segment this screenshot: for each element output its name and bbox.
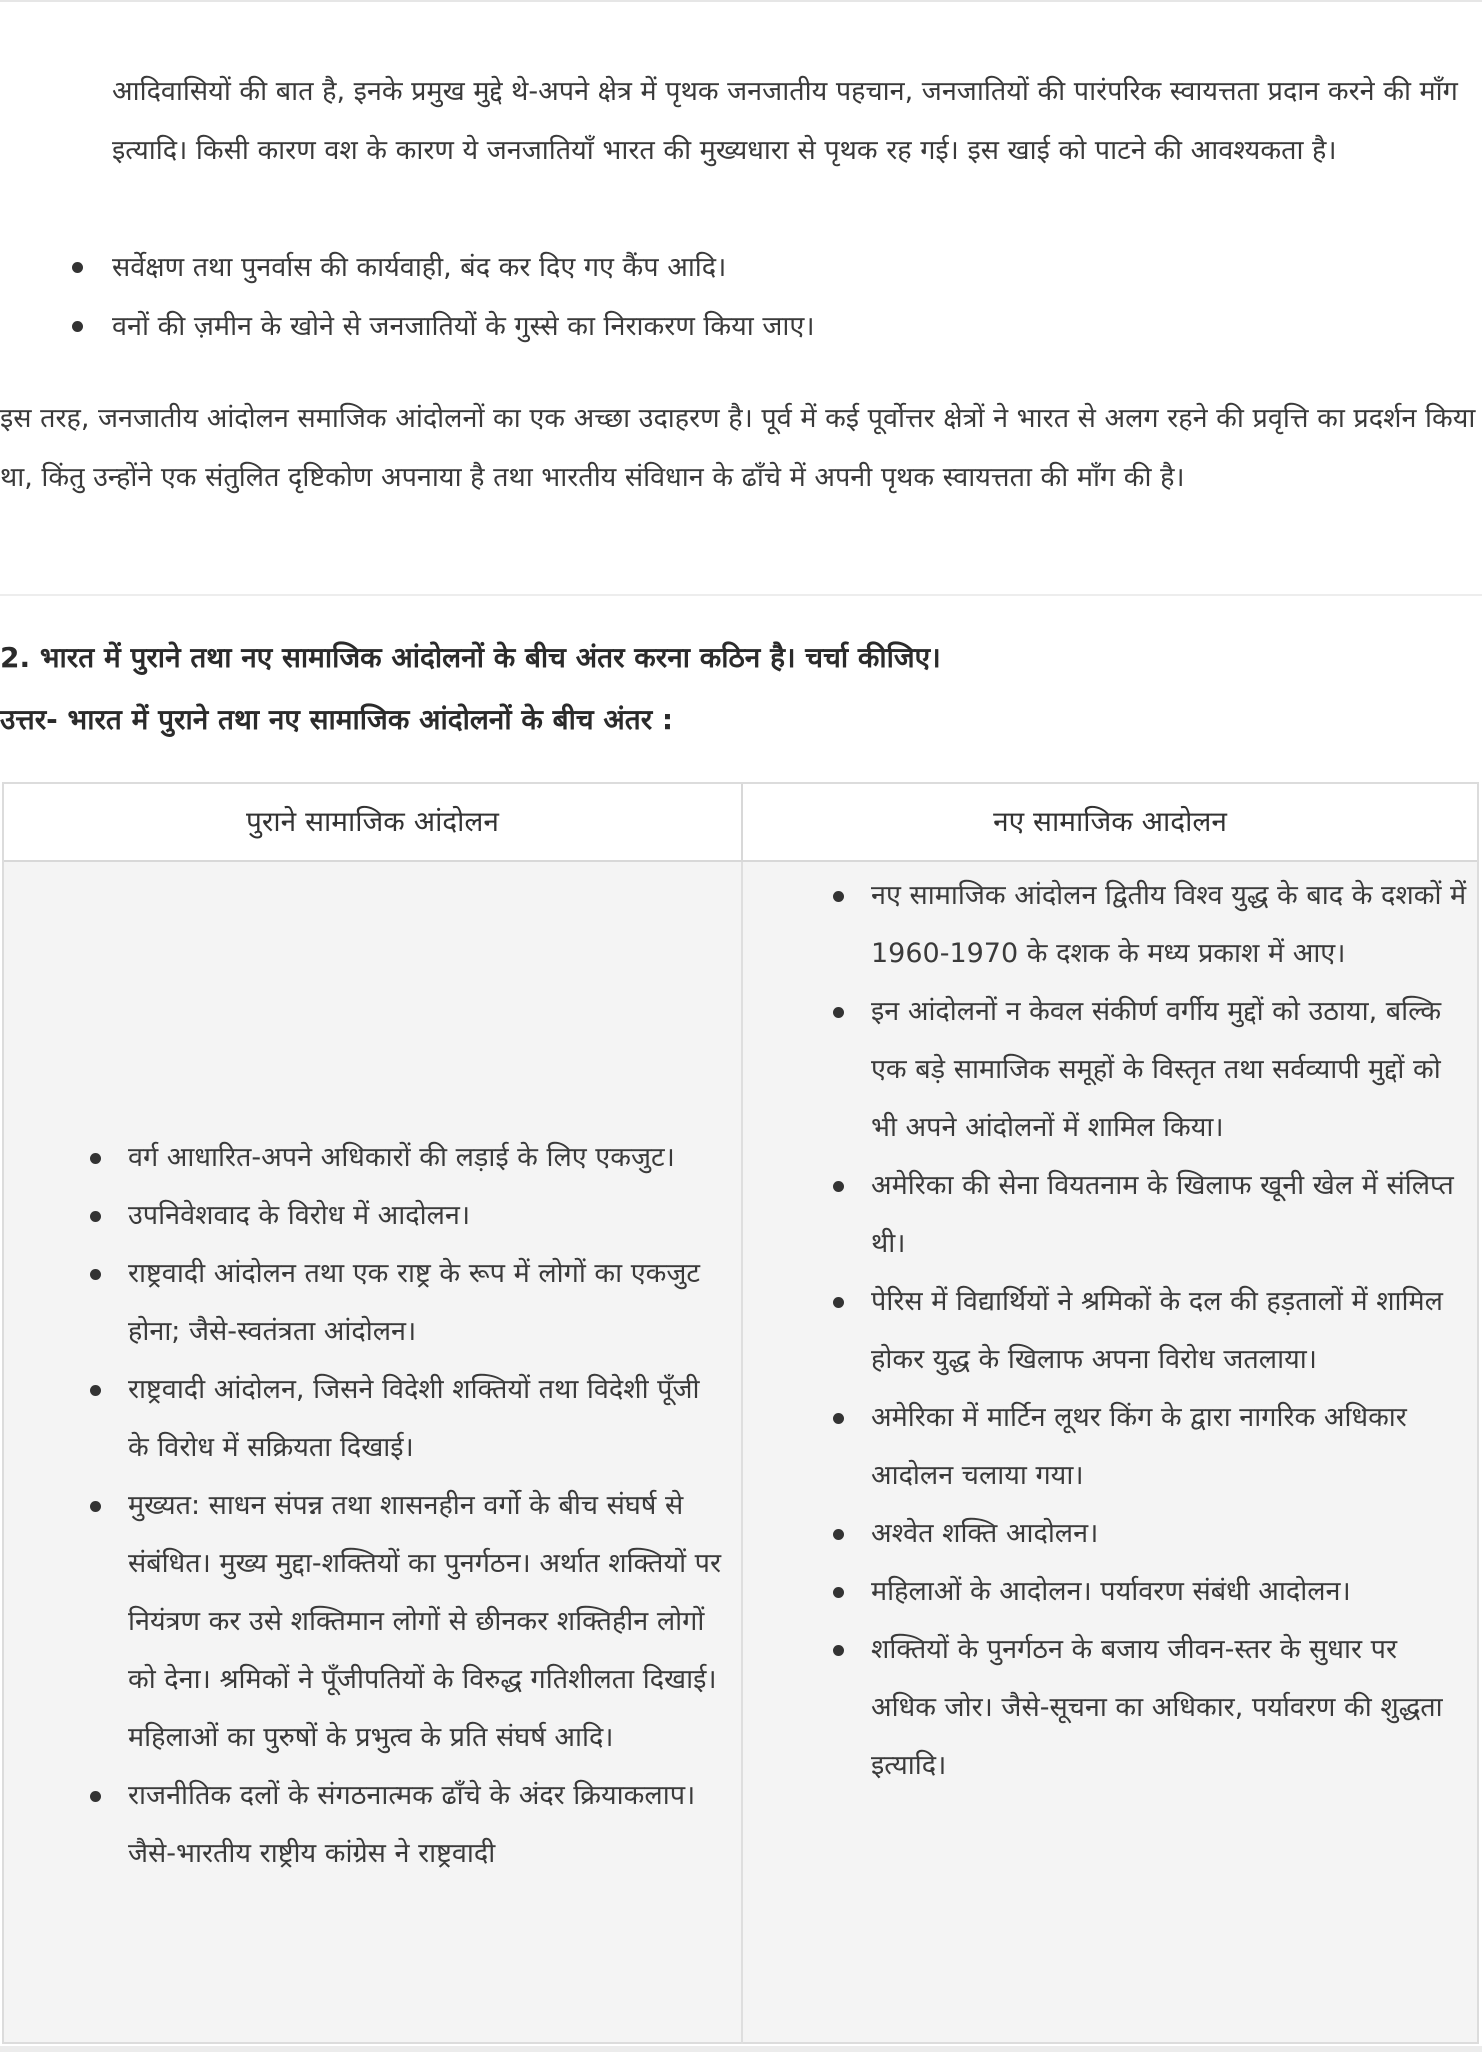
comparison-table	[2, 782, 1479, 2044]
intro-paragraph: आदिवासियों की बात है, इनके प्रमुख मुद्दे थे-अपने क्षेत्र में पृथक जनजातीय पहचान, जनजातियों की पारंपरिक स्वायत्तता प्रदान करने की माँग इत्यादि। किसी कारण वश के कारण ये जनजातियाँ भारत की मुख्यधारा से पृथक रह गई। इस खाई को पाटने की आवश्यकता है।	[112, 76, 1458, 166]
list-item: राजनीतिक दलों के संगठनात्मक ढाँचे के अंदर क्रियाकलाप। जैसे-भारतीय राष्ट्रीय कांग्रेस ने राष्ट्रवादी	[84, 1767, 724, 1883]
table-header-new-movements: नए सामाजिक आदोलन	[743, 784, 1477, 862]
list-item: अमेरिका की सेना वियतनाम के खिलाफ खूनी खेल में संलिप्त थी।	[827, 1157, 1467, 1273]
list-item: पेरिस में विद्यार्थियों ने श्रमिकों के दल की हड़तालों में शामिल होकर युद्ध के खिलाफ अपना विरोध जतलाया।	[827, 1273, 1467, 1389]
list-item: अमेरिका में मार्टिन लूथर किंग के द्वारा नागरिक अधिकार आदोलन चलाया गया।	[827, 1389, 1467, 1505]
list-item: महिलाओं के आदोलन। पर्यावरण संबंधी आदोलन।	[827, 1563, 1467, 1621]
new-movements-list	[827, 867, 1467, 1795]
list-item: राष्ट्रवादी आंदोलन तथा एक राष्ट्र के रूप में लोगों का एकजुट होना; जैसे-स्वतंत्रता आंदोलन।	[84, 1245, 724, 1361]
list-item: नए सामाजिक आंदोलन द्वितीय विश्व युद्ध के बाद के दशकों में 1960-1970 के दशक के मध्य प्रकाश में आए।	[827, 867, 1467, 983]
list-item: वर्ग आधारित-अपने अधिकारों की लड़ाई के लिए एकजुट।	[84, 1129, 724, 1187]
top-bullet-list	[68, 238, 1468, 356]
list-item: अश्वेत शक्ति आदोलन।	[827, 1505, 1467, 1563]
bottom-rule	[0, 2046, 1482, 2052]
list-item: शक्तियों के पुनर्गठन के बजाय जीवन-स्तर के सुधार पर अधिक जोर। जैसे-सूचना का अधिकार, पर्यावरण की शुद्धता इत्यादि।	[827, 1621, 1467, 1795]
list-item: मुख्यत: साधन संपन्न तथा शासनहीन वर्गो के बीच संघर्ष से संबंधित। मुख्य मुद्दा-शक्तियों का पुनर्गठन। अर्थात शक्तियों पर नियंत्रण कर उसे शक्तिमान लोगों से छीनकर शक्तिहीन लोगों को देना। श्रमिकों ने पूँजीपतियों के विरुद्ध गतिशीलता दिखाई। महिलाओं का पुरुषों के प्रभुत्व के प्रति संघर्ष आदि।	[84, 1477, 724, 1767]
list-item: राष्ट्रवादी आंदोलन, जिसने विदेशी शक्तियों तथा विदेशी पूँजी के विरोध में सक्रियता दिखाई।	[84, 1361, 724, 1477]
list-item: उपनिवेशवाद के विरोध में आदोलन।	[84, 1187, 724, 1245]
question-heading: 2. भारत में पुराने तथा नए सामाजिक आंदोलनों के बीच अंतर करना कठिन है। चर्चा कीजिए।	[0, 641, 941, 674]
answer-heading: उत्तर- भारत में पुराने तथा नए सामाजिक आंदोलनों के बीच अंतर :	[0, 703, 674, 736]
column-divider	[741, 862, 743, 2044]
section-divider	[0, 594, 1482, 596]
old-movements-list	[84, 1129, 724, 1883]
top-rule	[0, 0, 1482, 2]
list-item: सर्वेक्षण तथा पुनर्वास की कार्यवाही, बंद कर दिए गए कैंप आदि।	[68, 238, 1468, 297]
summary-paragraph: इस तरह, जनजातीय आंदोलन समाजिक आंदोलनों का एक अच्छा उदाहरण है। पूर्व में कई पूर्वोत्तर क्षेत्रों ने भारत से अलग रहने की प्रवृत्ति का प्रदर्शन किया था, किंतु उन्होंने एक संतुलित दृष्टिकोण अपनाया है तथा भारतीय संविधान के ढाँचे में अपनी पृथक स्वायत्तता की माँग की है।	[0, 403, 1476, 493]
list-item: इन आंदोलनों न केवल संकीर्ण वर्गीय मुद्दों को उठाया, बल्कि एक बड़े सामाजिक समूहों के विस्तृत तथा सर्वव्यापी मुद्दों को भी अपने आंदोलनों में शामिल किया।	[827, 983, 1467, 1157]
list-item: वनों की ज़मीन के खोने से जनजातियों के गुस्से का निराकरण किया जाए।	[68, 297, 1468, 356]
table-header-old-movements: पुराने सामाजिक आंदोलन	[4, 784, 743, 862]
